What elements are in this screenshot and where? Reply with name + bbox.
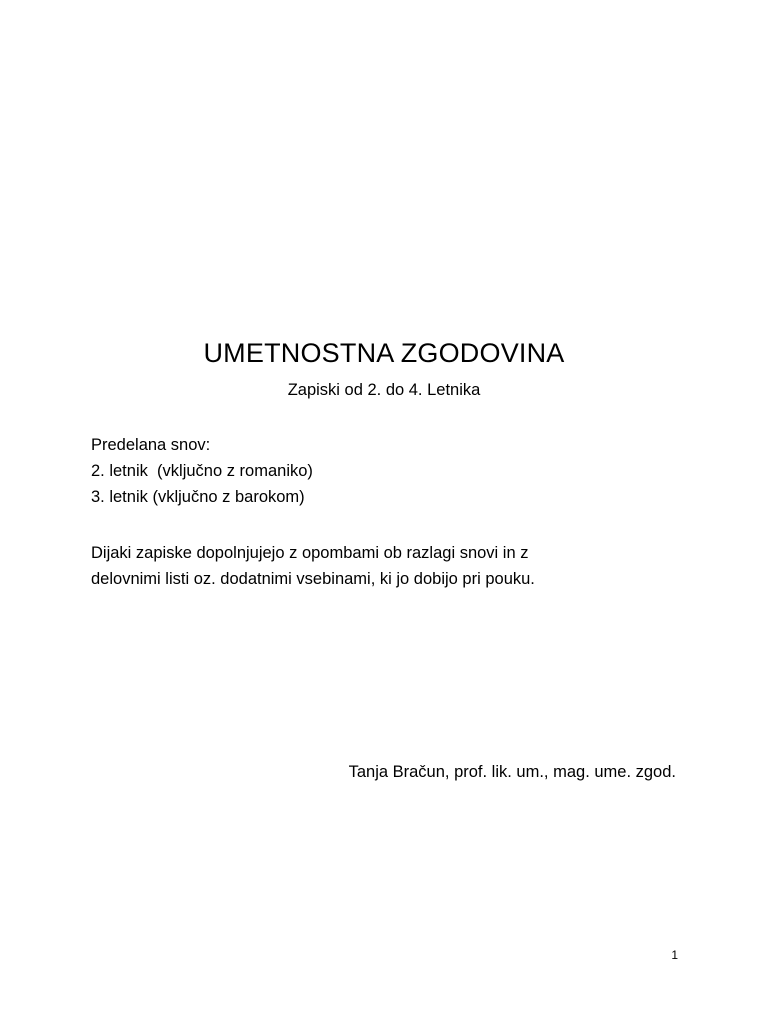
note-line: delovnimi listi oz. dodatnimi vsebinami, ki jo dobijo pri pouku.: [91, 570, 535, 588]
author-signature: Tanja Bračun, prof. lik. um., mag. ume. zgod.: [348, 763, 676, 781]
syllabus-item-year-3: 3. letnik (vključno z barokom): [91, 488, 305, 506]
note-line: Dijaki zapiske dopolnjujejo z opombami ob razlagi snovi in z: [91, 544, 529, 562]
page-number: 1: [671, 948, 678, 962]
syllabus-section: [91, 432, 691, 510]
syllabus-heading: Predelana snov:: [91, 436, 211, 454]
document-subtitle: Zapiski od 2. do 4. Letnika: [287, 381, 481, 399]
document-title: UMETNOSTNA ZGODOVINA: [203, 338, 565, 368]
syllabus-item-year-2: 2. letnik (vključno z romaniko): [91, 462, 313, 480]
note-paragraph: [91, 540, 711, 592]
